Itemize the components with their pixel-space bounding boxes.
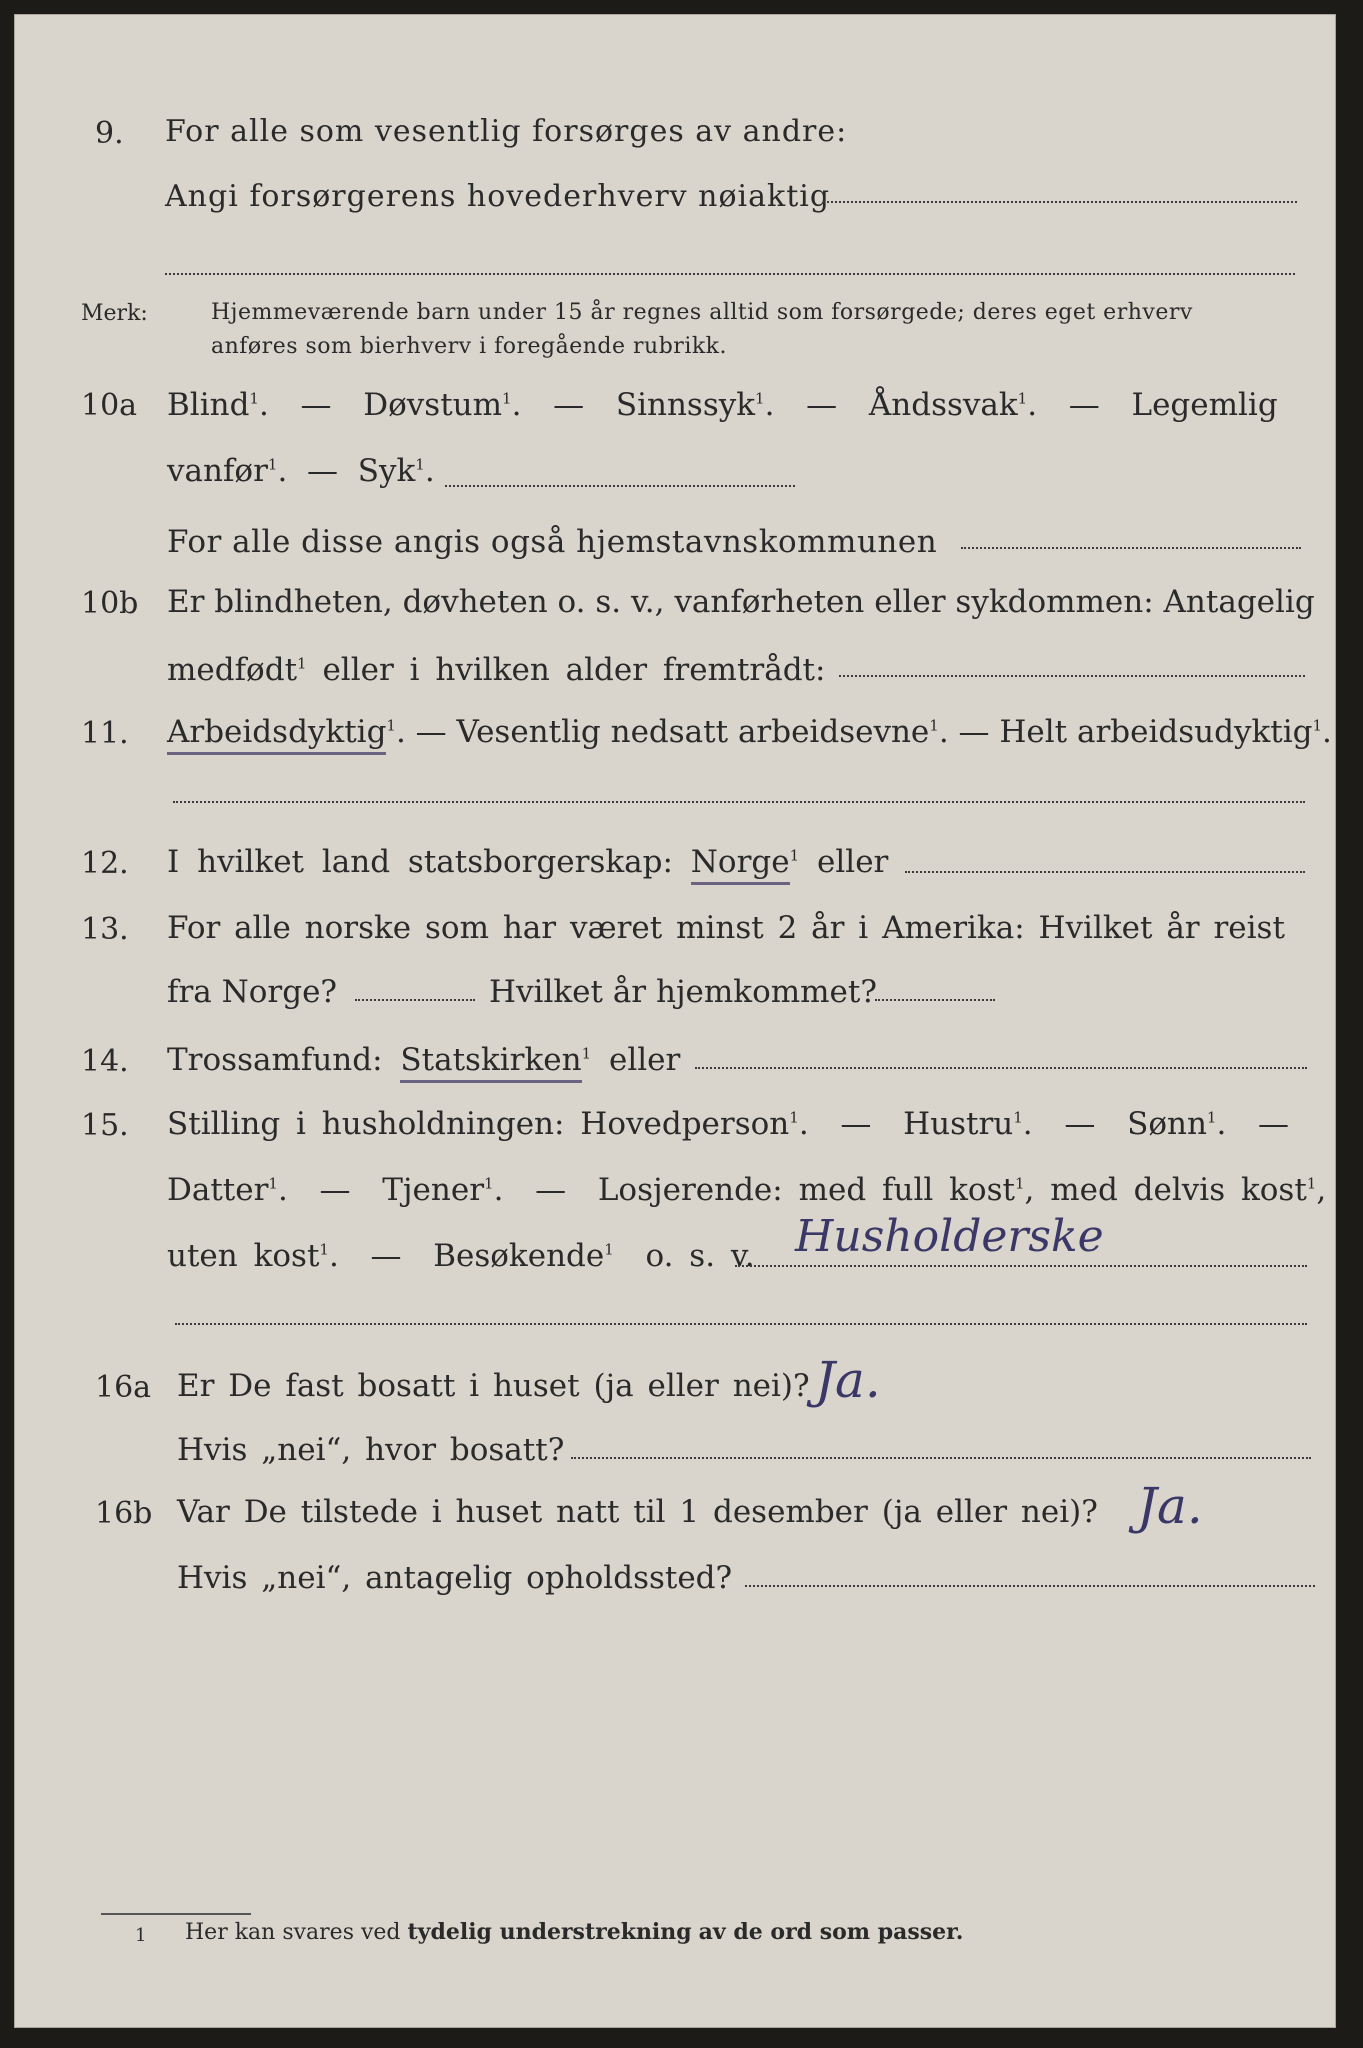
q10b-number: 10b [81, 586, 139, 621]
q13-line2a: fra Norge? [167, 974, 338, 1010]
q16b-handwritten-answer: Ja. [1137, 1477, 1203, 1535]
q16a-number: 16a [95, 1370, 152, 1405]
q12-selected-norge: Norge [691, 844, 790, 885]
q11-number: 11. [81, 716, 129, 751]
footnote-rule [101, 1913, 251, 1915]
q15-line3: uten kost$^1$. — Besøkende$^1$ o. s. v. [167, 1238, 755, 1274]
q9-answer-line[interactable] [823, 201, 1297, 203]
q11-extra-line[interactable] [173, 801, 1305, 803]
q12-answer-line[interactable] [905, 871, 1305, 873]
q16b-answer-line[interactable] [745, 1585, 1315, 1587]
q10b-line2: medfødt$^1$ eller i hvilken alder fremtrådt: [167, 652, 826, 688]
q10b-answer-line[interactable] [839, 675, 1305, 677]
q15-line2: Datter$^1$. — Tjener$^1$. — Losjerende: med full kost$^1$, med delvis kost$^1$, [167, 1172, 1327, 1208]
q10a-number: 10a [81, 388, 138, 423]
q10b-line1: Er blindheten, døvheten o. s. v., vanførheten eller sykdommen: Antagelig [167, 584, 1315, 620]
q12-number: 12. [81, 846, 129, 881]
q14-selected-statskirken: Statskirken [400, 1042, 581, 1083]
q16b-line1: Var De tilstede i huset natt til 1 desember (ja eller nei)? [177, 1494, 1098, 1530]
q15-handwritten-answer: Husholderske [795, 1211, 1104, 1262]
q9-line1: For alle som vesentlig forsørges av andre: [165, 114, 848, 149]
q13-hjemkommet-line[interactable] [875, 999, 995, 1001]
q13-line2b: Hvilket år hjemkommet? [489, 974, 877, 1010]
q13-number: 13. [81, 912, 129, 947]
q14-number: 14. [81, 1044, 129, 1079]
q15-extra-line[interactable] [175, 1323, 1307, 1325]
note-line2: anføres som bierhverv i foregående rubrikk. [211, 334, 728, 359]
q10a-line3: For alle disse angis også hjemstavnskommunen [167, 524, 938, 560]
q14-answer-line[interactable] [695, 1067, 1307, 1069]
q13-reist-line[interactable] [355, 999, 475, 1001]
q16a-line2: Hvis „nei“, hvor bosatt? [177, 1432, 565, 1468]
note-label: Merk: [81, 301, 148, 326]
q15-answer-line[interactable] [735, 1265, 1307, 1267]
q10a-kommune-line[interactable] [961, 547, 1301, 549]
note-line1: Hjemmeværende barn under 15 år regnes alltid som forsørgede; deres eget erhverv [211, 300, 1193, 325]
q16b-line2: Hvis „nei“, antagelig opholdssted? [177, 1560, 733, 1596]
census-form-page [14, 14, 1336, 2028]
q16a-answer-line[interactable] [571, 1457, 1311, 1459]
q9-extra-line[interactable] [165, 273, 1295, 275]
q13-line1: For alle norske som har været minst 2 år i Amerika: Hvilket år reist [167, 910, 1285, 946]
footnote-text: Her kan svares ved tydelig understrekning av de ord som passer. [185, 1919, 964, 1945]
q9-line2: Angi forsørgerens hovederhverv nøiaktig [165, 179, 831, 214]
q15-number: 15. [81, 1108, 129, 1143]
q12-line: I hvilket land statsborgerskap: Norge$^1$ eller [167, 847, 888, 878]
q10a-answer-line[interactable] [445, 485, 795, 487]
q14-line: Trossamfund: Statskirken$^1$ eller [167, 1045, 680, 1076]
q15-line1: Stilling i husholdningen: Hovedperson$^1$. — Hustru$^1$. — Sønn$^1$. — [167, 1106, 1290, 1142]
q11-selected-arbeidsdyktig: Arbeidsdyktig [167, 714, 386, 755]
q10a-line2: vanfør$^1$. — Syk$^1$. [167, 453, 435, 489]
q11-line1: Arbeidsdyktig$^1$. — Vesentlig nedsatt arbeidsevne$^1$. — Helt arbeidsudyktig$^1$. [167, 717, 1332, 748]
q10a-line1: Blind$^1$. — Døvstum$^1$. — Sinnssyk$^1$. — Åndssvak$^1$. — Legemlig [167, 387, 1278, 423]
footnote-number: 1 [135, 1925, 147, 1946]
q16a-handwritten-answer: Ja. [815, 1351, 881, 1409]
q16a-line1: Er De fast bosatt i huset (ja eller nei)? [177, 1368, 810, 1404]
q9-number: 9. [95, 116, 124, 151]
q16b-number: 16b [95, 1496, 153, 1531]
